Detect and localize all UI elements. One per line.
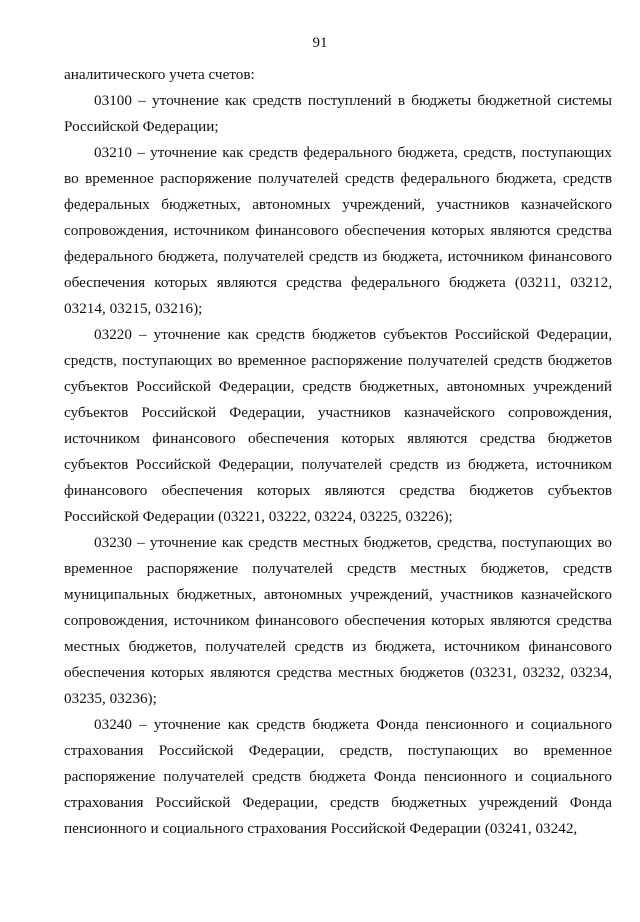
- paragraph-03100: 03100 – уточнение как средств поступлений в бюджеты бюджетной системы Российской Федерации;: [64, 92, 612, 135]
- paragraph-03210: 03210 – уточнение как средств федерального бюджета, средств, поступающих во временное распоряжение получателей средств федерального бюджета, средств федеральных бюджетных, автономных учреждений, участников казначейского сопровождения, источником финансового обеспечения которых являются средства федерального бюджета, получателей средств из бюджета, источником финансового обеспечения которых являются средства федерального бюджета (03211, 03212, 03214, 03215, 03216);: [64, 144, 612, 317]
- paragraph-03230: 03230 – уточнение как средств местных бюджетов, средства, поступающих во временное распоряжение получателей средств местных бюджетов, средств муниципальных бюджетных, автономных учреждений, участников казначейского сопровождения, источником финансового обеспечения которых являются средства местных бюджетов, получателей средств из бюджета, источником финансового обеспечения которых являются средства местных бюджетов (03231, 03232, 03234, 03235, 03236);: [64, 534, 612, 707]
- paragraph-03220: 03220 – уточнение как средств бюджетов субъектов Российской Федерации, средств, поступающих во временное распоряжение получателей средств бюджетов субъектов Российской Федерации, средств бюджетных, автономных учреждений субъектов Российской Федерации, участников казначейского сопровождения, источником финансового обеспечения которых являются средства бюджетов субъектов Российской Федерации, получателей средств из бюджета, источником финансового обеспечения которых являются средства бюджетов субъектов Российской Федерации (03221, 03222, 03224, 03225, 03226);: [64, 326, 612, 525]
- page-number: 91: [312, 35, 328, 51]
- paragraph-intro: аналитического учета счетов:: [64, 66, 255, 83]
- document-body: [64, 62, 612, 842]
- paragraph-03240: 03240 – уточнение как средств бюджета Фонда пенсионного и социального страхования Российской Федерации, средств, поступающих во временное распоряжение получателей средств бюджета Фонда пенсионного и социального страхования Российской Федерации, средств бюджетных учреждений Фонда пенсионного и социального страхования Российской Федерации (03241, 03242,: [64, 716, 612, 837]
